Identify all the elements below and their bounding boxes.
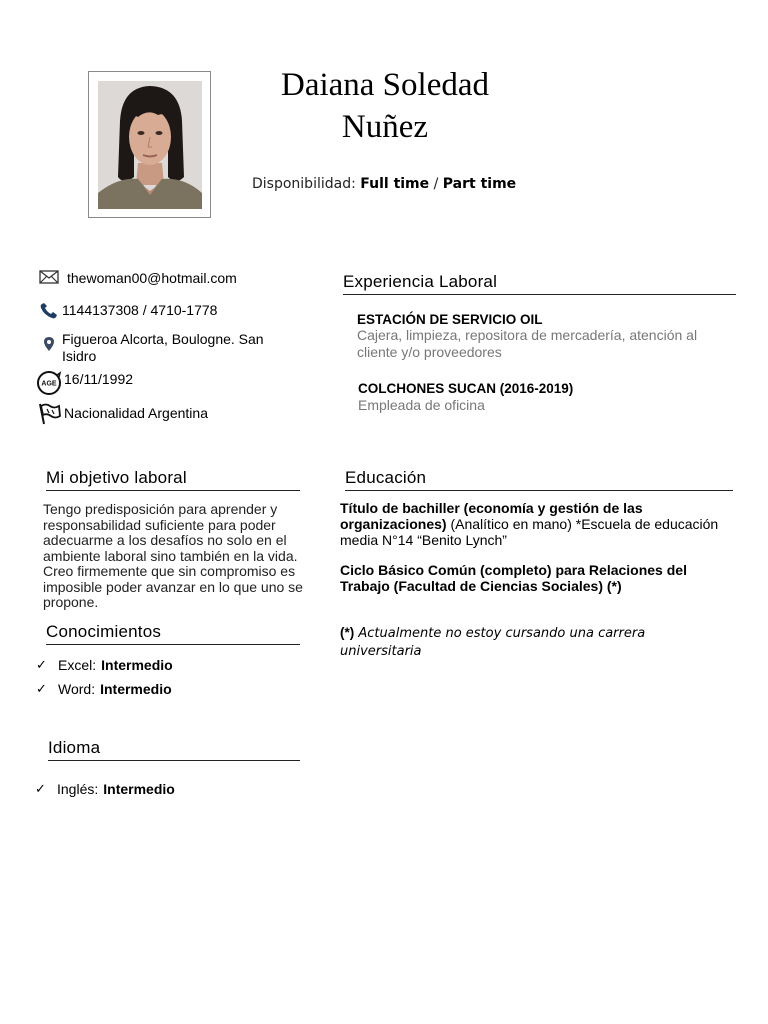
education-item-1 bbox=[340, 500, 735, 548]
education-degree: Título de bachiller (economía y gestión de las organizaciones) bbox=[340, 500, 643, 532]
availability-value-1: Full time bbox=[360, 176, 430, 192]
phone-text: 1144137308 / 4710-1778 bbox=[62, 302, 218, 318]
envelope-icon bbox=[36, 270, 62, 284]
availability-label: Disponibilidad bbox=[252, 176, 352, 192]
age-badge-text: AGE bbox=[41, 380, 57, 388]
skill-label: Excel: bbox=[58, 657, 97, 673]
note-mark: (*) bbox=[340, 625, 355, 640]
location-pin-icon bbox=[36, 331, 62, 351]
age-icon bbox=[36, 371, 62, 395]
contact-address bbox=[36, 331, 282, 365]
availability-value-2: Part time bbox=[442, 176, 517, 192]
profile-photo bbox=[98, 81, 202, 209]
language-item bbox=[35, 781, 175, 797]
education-heading: Educación bbox=[345, 468, 733, 491]
skill-label: Word: bbox=[58, 681, 96, 697]
job-description: Empleada de oficina bbox=[358, 397, 485, 413]
contact-birthdate bbox=[36, 371, 284, 395]
person-name bbox=[250, 64, 520, 148]
education-note bbox=[340, 624, 700, 660]
contact-phone bbox=[36, 302, 282, 320]
experience-heading: Experiencia Laboral bbox=[343, 272, 736, 295]
checkmark-icon: ✓ bbox=[36, 657, 47, 672]
skill-item bbox=[36, 681, 172, 697]
birthdate-text: 16/11/1992 bbox=[64, 371, 134, 387]
availability: Disponibilidad: Full time / Part time bbox=[252, 176, 517, 192]
contact-email bbox=[36, 270, 287, 287]
job-title: ESTACIÓN DE SERVICIO OIL bbox=[357, 312, 543, 327]
name-line1: Daiana Soledad bbox=[280, 67, 489, 103]
language-level: Intermedio bbox=[103, 781, 175, 797]
education-details: (Analítico en mano) *Escuela de educación media N°14 “Benito Lynch” bbox=[340, 516, 719, 548]
skill-item bbox=[36, 657, 173, 673]
note-text: Actualmente no estoy cursando una carrera universitaria bbox=[340, 626, 646, 659]
skill-level: Intermedio bbox=[100, 681, 172, 697]
education-degree: Ciclo Básico Común (completo) para Relaciones del Trabajo (Facultad de Ciencias Sociales) (*) bbox=[340, 562, 687, 594]
availability-separator: / bbox=[433, 176, 439, 192]
skills-heading: Conocimientos bbox=[46, 622, 300, 645]
objective-text: Tengo predisposición para aprender y responsabilidad suficiente para poder adecuarme a los desafíos no solo en el ambiente laboral sino también en la vida. Creo firmemente que sin compromiso es imposible poder avanzar en lo que uno se propone. bbox=[43, 501, 303, 610]
email-link[interactable]: thewoman00@hotmail.com bbox=[67, 270, 237, 286]
skill-level: Intermedio bbox=[101, 657, 173, 673]
phone-icon bbox=[36, 302, 62, 320]
job-title: COLCHONES SUCAN (2016-2019) bbox=[358, 381, 574, 396]
education-item-2 bbox=[340, 562, 735, 594]
profile-photo-frame bbox=[88, 71, 211, 218]
contact-nationality bbox=[36, 403, 284, 425]
address-text: Figueroa Alcorta, Boulogne. San Isidro bbox=[62, 331, 264, 364]
checkmark-icon: ✓ bbox=[36, 681, 47, 696]
job-description: Cajera, limpieza, repositora de mercadería, atención al cliente y/o proveedores bbox=[357, 327, 698, 360]
nationality-text: Nacionalidad Argentina bbox=[64, 405, 208, 421]
language-heading: Idioma bbox=[48, 738, 300, 761]
objective-heading: Mi objetivo laboral bbox=[46, 468, 300, 491]
name-line2: Nuñez bbox=[341, 109, 429, 145]
language-label: Inglés: bbox=[57, 781, 99, 797]
checkmark-icon: ✓ bbox=[35, 781, 46, 796]
flag-icon bbox=[36, 403, 62, 425]
